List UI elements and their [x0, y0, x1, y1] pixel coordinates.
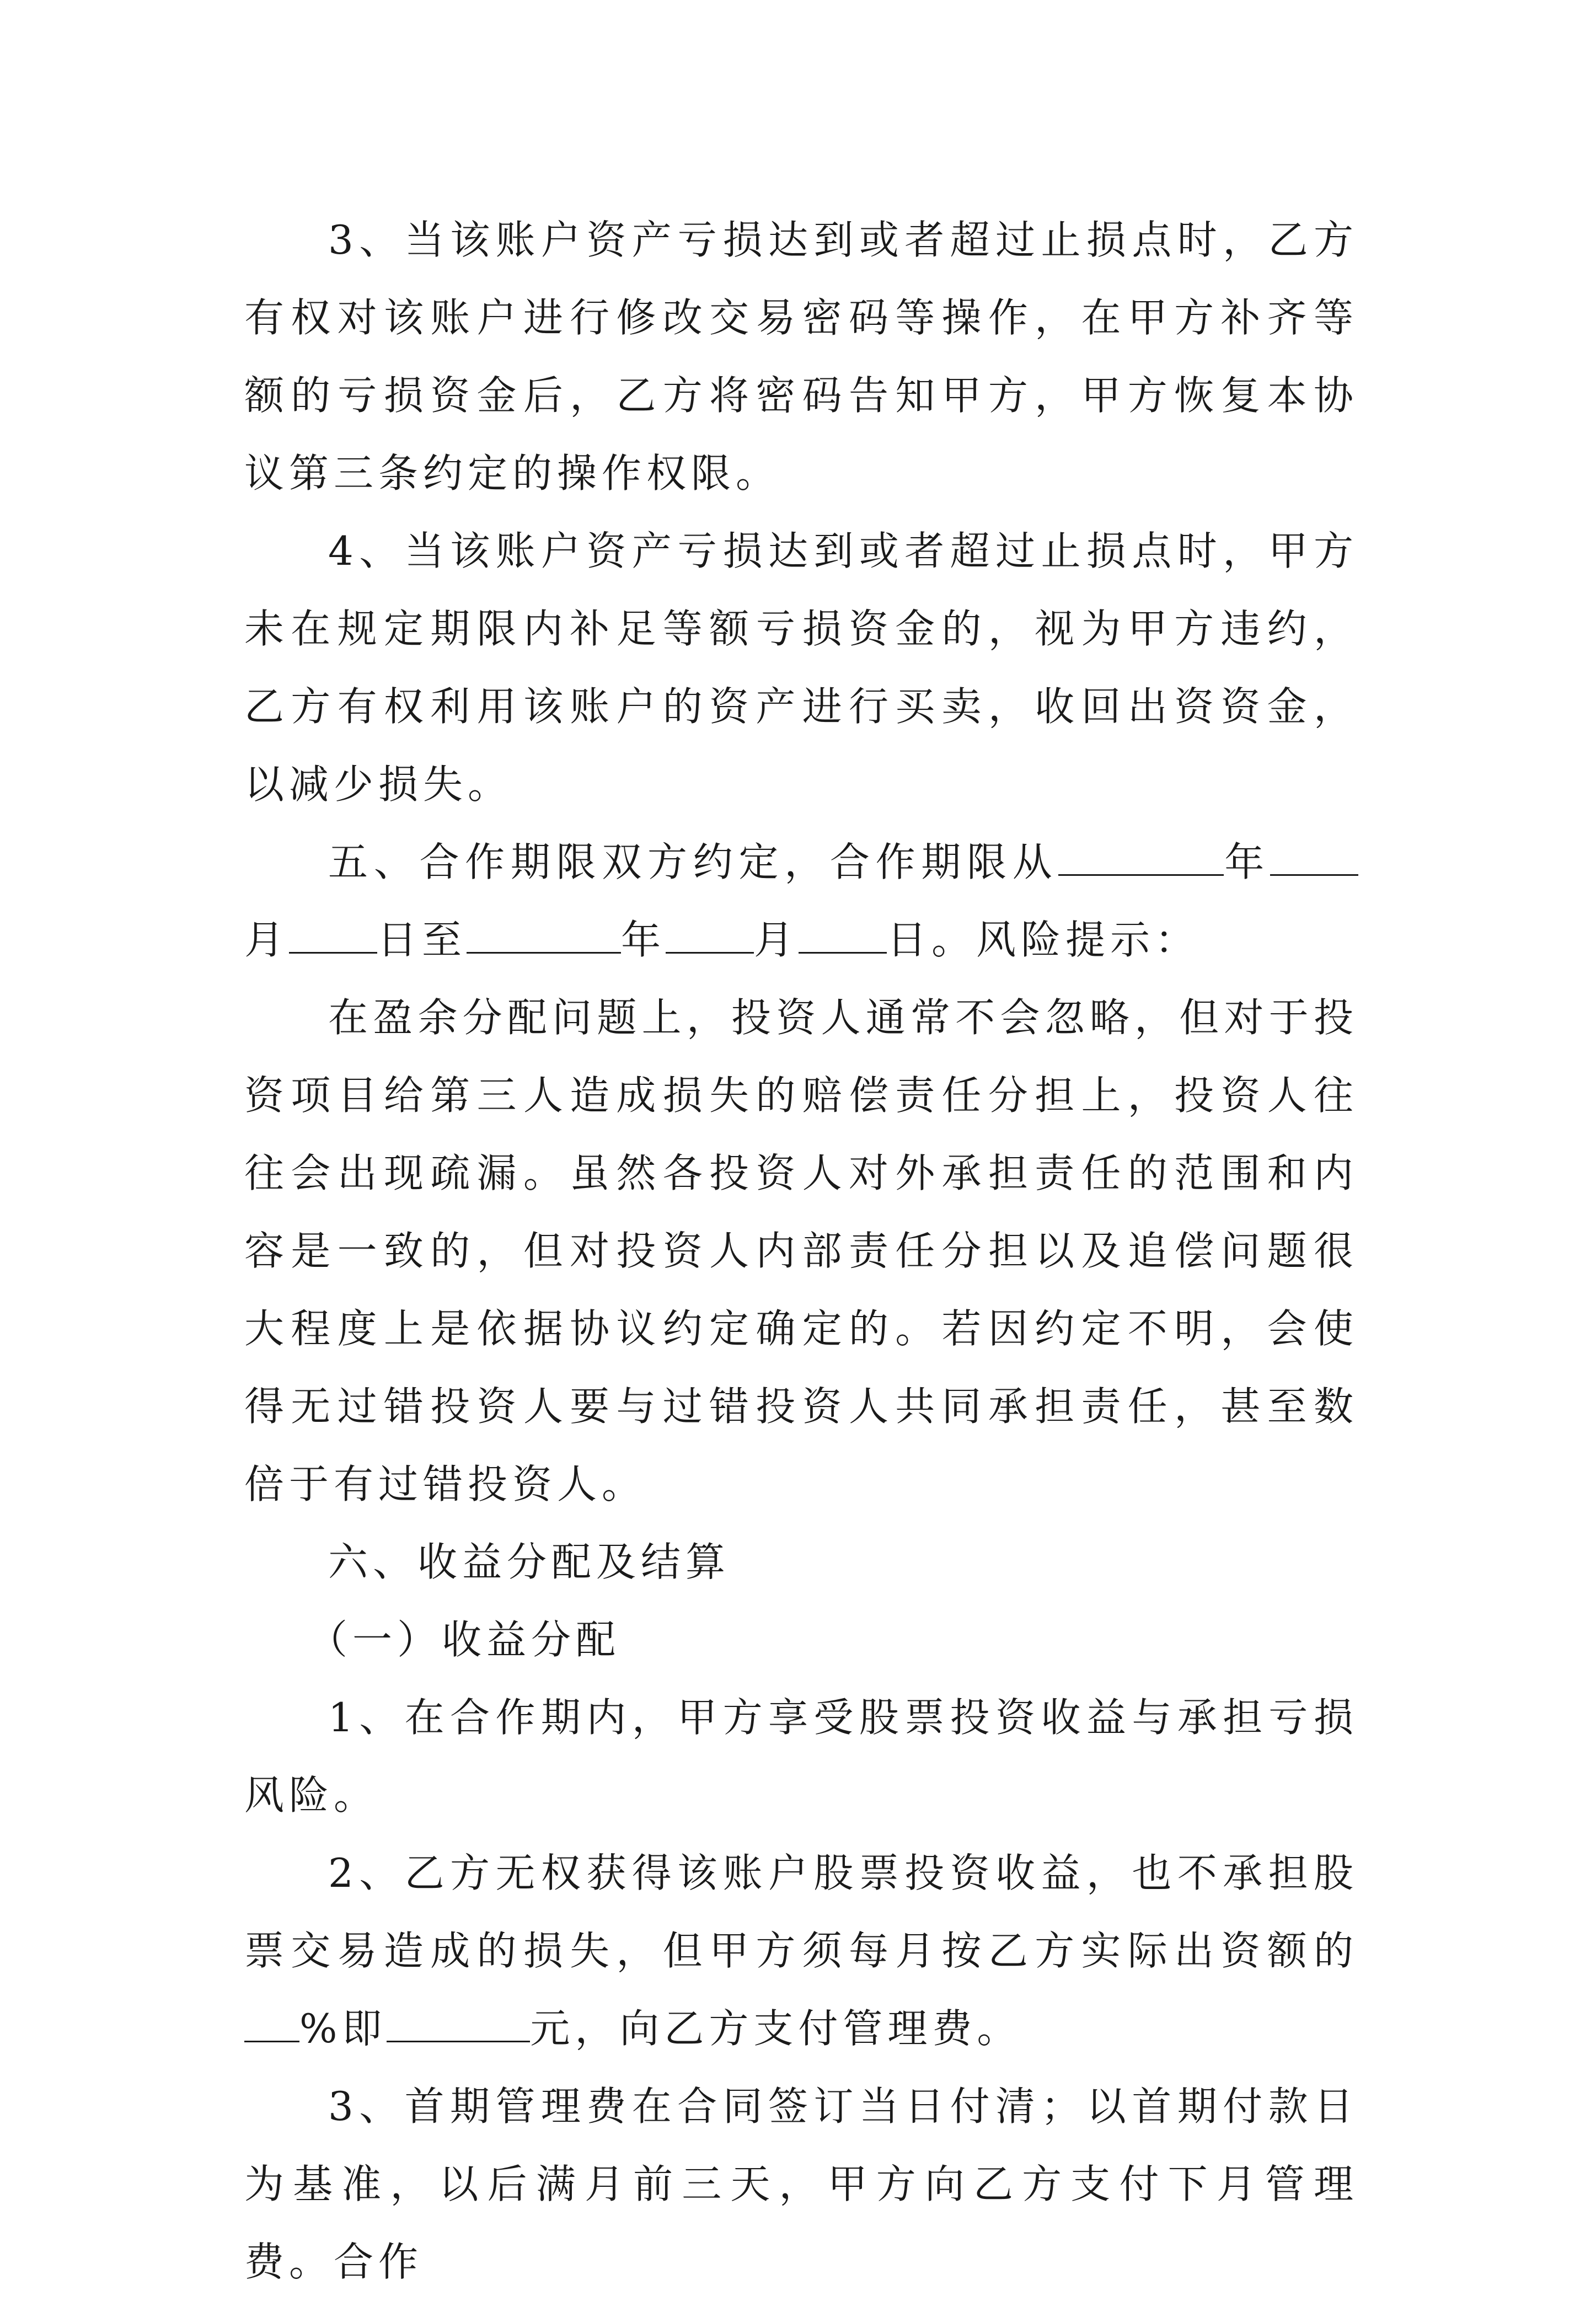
- end-month-blank: [666, 920, 754, 954]
- document-body: [244, 201, 1358, 2301]
- start-day-blank: [289, 920, 377, 954]
- start-year-label: 年: [1223, 839, 1270, 885]
- section-6-heading: 六、收益分配及结算: [328, 1539, 731, 1585]
- start-month-blank: [1270, 842, 1358, 876]
- subsection-1-heading: （一）收益分配: [308, 1617, 621, 1663]
- item-2-management-fee: [244, 1834, 1358, 2068]
- fee-tail-text: 元，向乙方支付管理费。: [530, 2005, 1022, 2052]
- clause-4-loss-default: 4、当该账户资产亏损达到或者超过止损点时，甲方未在规定期限内补足等额亏损资金的，视为甲方违约，乙方有权利用该账户的资产进行买卖，收回出资资金，以减少损失。: [244, 528, 1358, 807]
- fee-percent-blank: [244, 2009, 299, 2042]
- end-month-label: 月: [754, 917, 799, 963]
- start-year-blank: [1058, 842, 1224, 876]
- fee-lead-text: 2、乙方无权获得该账户股票投资收益，也不承担股票交易造成的损失，但甲方须每月按乙方实际出资额的: [244, 1850, 1358, 1974]
- end-year-label: 年: [621, 917, 666, 963]
- start-day-label: 日至: [377, 917, 467, 963]
- start-month-label: 月: [244, 917, 290, 963]
- risk-notice-paragraph: 在盈余分配问题上，投资人通常不会忽略，但对于投资项目给第三人造成损失的赔偿责任分担上，投资人往往会出现疏漏。虽然各投资人对外承担责任的范围和内容是一致的，但对投资人内部责任分担以及追偿问题很大程度上是依据协议约定确定的。若因约定不明，会使得无过错投资人要与过错投资人共同承担责任，甚至数倍于有过错投资人。: [244, 994, 1358, 1507]
- period-lead-text: 五、合作期限双方约定，合作期限从: [328, 839, 1058, 885]
- section-5-cooperation-period: [244, 823, 1358, 979]
- end-year-blank: [467, 920, 621, 954]
- fee-amount-blank: [387, 2009, 530, 2042]
- end-day-label: 日。风险提示：: [887, 917, 1200, 963]
- item-3-first-payment: 3、首期管理费在合同签订当日付清；以首期付款日为基准，以后满月前三天，甲方向乙方支付下月管理费。合作: [244, 2083, 1358, 2285]
- end-day-blank: [799, 920, 887, 954]
- clause-3-loss-password: 3、当该账户资产亏损达到或者超过止损点时，乙方有权对该账户进行修改交易密码等操作，在甲方补齐等额的亏损资金后，乙方将密码告知甲方，甲方恢复本协议第三条约定的操作权限。: [244, 217, 1358, 496]
- item-1-profit-loss: 1、在合作期内，甲方享受股票投资收益与承担亏损风险。: [244, 1694, 1358, 1818]
- fee-percent-label: %即: [299, 2005, 387, 2052]
